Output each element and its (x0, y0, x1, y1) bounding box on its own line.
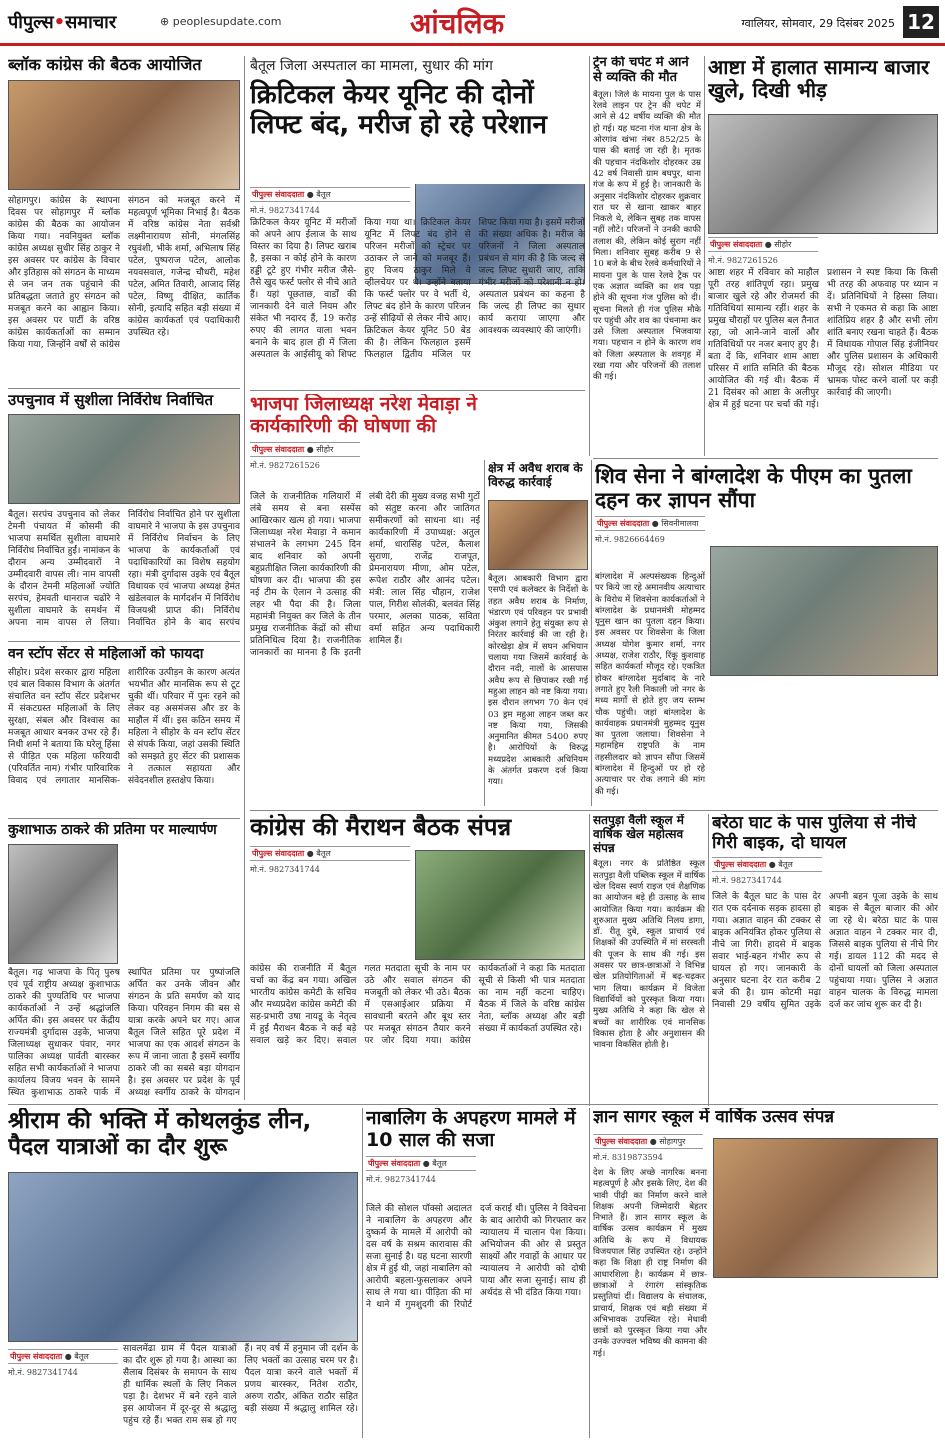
byline: पीपुल्स संवाददाता ● बैतूल (250, 846, 410, 861)
divider (250, 390, 585, 391)
issue-date: ग्वालियर, सोमवार, 29 दिसंबर 2025 (741, 17, 895, 30)
photo (713, 1138, 938, 1278)
byline-prefix: पीपुल्स संवाददाता (252, 190, 305, 199)
headline: ब्लॉक कांग्रेस की बैठक आयोजित (8, 56, 202, 74)
body: सीहोर। प्रदेश सरकार द्वारा महिला एवं बाल विकास विभाग के अंतर्गत संचालित वन स्टॉप सेंटर प्रदेशभर में संकटग्रस्त महिलाओं के लिए सुरक्षा, संबल और विश्वास का मजबूत आधार बनकर उभर रहे हैं। निधी शर्मा ने बताया कि घरेलू हिंसा से पीड़ित एक महिला फरियादी (परिवर्तित नाम) गंभीर पारिवारिक विवाद एवं लगातार मानसिक-शारीरिक उत्पीड़न के कारण अत्यंत भयभीत और मानसिक रूप से टूट चुकी थीं। परिवार में पुनः रहने को लेकर वह असमंजस और डर के माहौल में थीं। इस कठिन समय में महिला ने सीहोर के वन स्टॉप सेंटर से संपर्क किया, जहां उसकी स्थिति को समझते हुए सेंटर की प्रशासक ने तत्काल सहायता और संवेदनशील हस्तक्षेप किया। (8, 668, 240, 786)
column-rule (591, 460, 592, 806)
byline-place: सीहोर (774, 240, 792, 249)
byline: पीपुल्स संवाददाता ● बैतूल (250, 187, 410, 202)
body: बांग्लादेश में अल्पसंख्यक हिन्दुओं पर किये जा रहे अमानवीय अत्याचार के विरोध में शिवसेना कार्यकर्ताओं ने बांग्लादेश के प्रधानमंत्री मोहम्मद यूनुस खान का पुतला दहन किया। इस अवसर पर शिवसेना के जिला अध्यक्ष योगेश कुमार शर्मा, नगर अध्यक्ष, राजेश राठौर, रिंकू कुशवाह सहित कार्यकर्ता मौजूद रहे। एकत्रित होकर बांग्लादेश मुर्दाबाद के नारे लगाते हुए रैली निकाली जो नगर के मध्य मार्गों से होते हुए जय स्तम्भ चौक पहुंची। जहां बांग्लादेश के कार्यवाहक प्रधानमंत्री मुहम्मद यूनुस का पुतला जलाया। शिवसेना ने महामहिम राष्ट्रपति के नाम तहसीलदार को ज्ञापन सौंपा जिसमें बांग्लादेश में हिन्दुओं पर हो रहे अत्याचार पर रोक लगाने की मांग की गई। (595, 572, 705, 797)
column-rule (708, 814, 709, 1106)
phone: मो.नं. 9827261526 (708, 256, 778, 265)
body: कांग्रेस की राजनीति में बैतूल चर्चा का केंद्र बन गया। अखिल भारतीय कांग्रेस कमेटी के सचिव और मध्यप्रदेश कांग्रेस कमेटी की सह-प्रभारी उषा नायडू के नेतृत्व में हुई मैराथन बैठक ने कई बड़े सवाल खड़े कर दिए। सवाल गलत मतदाता सूची के नाम पर उठे और सवाल संगठन की मजबूती को लेकर भी उठे। बैठक में एसआईआर प्रक्रिया में सावधानी बरतने और बूथ स्तर पर मजबूत संगठन तैयार करने पर जोर दिया गया। कांग्रेस कार्यकर्ताओं ने कहा कि मतदाता सूची से किसी भी पात्र मतदाता का नाम नहीं कटना चाहिए। बैठक में जिले के वरिष्ठ कांग्रेस नेता, ब्लॉक अध्यक्ष और बड़ी संख्या में कार्यकर्ता उपस्थित रहे। (250, 964, 585, 1046)
body: बैतूल। सरपंच उपचुनाव को लेकर टेमनी पंचायत में कोसमी की भाजपा समर्थित सुशीला वाघमारे निर्विरोध निर्वाचित हुईं। नामांकन के दौरान अन्य उम्मीदवारों ने उम्मीदवारी वापस ली। नाम वापसी के दौरान टेमनी महिलाओं ज्योति सरपंच, हेमवती धानराज चढोरे ने सुशीला वाघमारे के समर्थन में अपना नाम वापस ले लिया। निर्विरोध निर्वाचित होने पर सुशीला वाघमारे ने भाजपा के इस उपचुनाव में निर्विरोध निर्वाचन के लिए भाजपा के कार्यकर्ताओं एवं पदाधिकारियों का विशेष सहयोग रहा। मंत्री दुर्गादास उइके एवं बैतूल विधायक एवं भाजपा अध्यक्ष हेमंत खंडेलवाल के मार्गदर्शन में निर्विरोध विजयश्री प्राप्त की। निर्विरोध निर्वाचित होने के बाद सरपंच (8, 510, 240, 628)
body: बैतूल। नगर के प्रतिष्ठित स्कूल सतपुड़ा वैली पब्लिक स्कूल में वार्षिक खेल दिवस स्वर्ण राइज एवं शैक्षणिक का आयोजन बड़े ही उत्साह के साथ आयोजित किया गया। कार्यक्रम की शुरुआत मुख्य अतिथि निलय डागा, डॉ. रीतू दुबे, स्कूल प्राचार्य एवं शिक्षकों की उपस्थिति में मां सरस्वती की पूजन के साथ की गई। इस अवसर पर छात्र-छात्राओं ने विभिन्न खेल प्रतियोगिताओं में बढ़-चढ़कर भाग लिया। कार्यक्रम में विजेता विद्यार्थियों को पुरस्कृत किया गया। मुख्य अतिथि ने कहा कि खेल से बच्चों का शारीरिक एवं मानसिक विकास होता है और अनुशासन की भावना विकसित होती है। (593, 859, 705, 1051)
divider (250, 810, 938, 811)
story-ashta (708, 56, 938, 456)
headline: ज्ञान सागर स्कूल में वार्षिक उत्सव संपन्न (593, 1108, 835, 1127)
phone: मो.नं. 9827341744 (712, 876, 782, 886)
byline-place: सोहागपुर (659, 1136, 686, 1146)
divider (8, 641, 240, 642)
byline-prefix: पीपुल्स संवाददाता (714, 860, 767, 870)
body: जिले के राजनीतिक गलियारों में लंबे समय से बना सस्पेंस आखिरकार खत्म हो गया। भाजपा जिलाध्यक्ष नरेश मेवाड़ा ने कमान संभालने के लगभग 245 दिन बाद शनिवार को अपनी बहुप्रतीक्षित जिला कार्यकारिणी की घोषणा कर दी। भाजपा की इस नई टीम के ऐलान ने उत्साह की लहर भी पैदा की है। जिला महामंत्री नियुक्त कर जिले के तीन प्रमुख राजनीतिक केंद्रों को सीधा प्रतिनिधित्व दिया है। राजनीतिक जानकारों का मानना है कि इतनी लंबी देरी की मुख्य वजह सभी गुटों को संतुष्ट करना और जातिगत समीकरणों को साधना था। नई कार्यकारिणी में उपाध्यक्ष: अतुल शर्मा, धारासिंह पटेल, कैलाश सुराणा, राजेंद्र राजपूत, प्रेमनारायण मीणा, ओम पटेल, रूपेश राठौर और आनंद पटेल। मंत्री: लाल सिंह चौहान, राजेश पाल, गिरीश सोलंकी, बलवंत सिंह परमार, अलका पाठक, सविता वर्मा सहित अन्य पदाधिकारी शामिल हैं। (250, 492, 480, 658)
brand-logo (8, 10, 116, 34)
phone: मो.नं. 9827261526 (250, 460, 320, 470)
headline: क्रिटिकल केयर यूनिट की दोनों लिफ्ट बंद, मरीज हो रहे परेशान (250, 80, 547, 140)
byline-place: सिवनीमालवा (661, 519, 699, 529)
phone: मो.नं. 9826664469 (595, 535, 665, 545)
phone: मो.नं. 9827341744 (8, 1368, 78, 1377)
masthead (0, 0, 945, 46)
byline: पीपुल्स संवाददाता ● सिवनीमालवा (595, 516, 705, 531)
headline: सतपुड़ा वैली स्कूल में वार्षिक खेल महोत्सव संपन्न (593, 814, 684, 855)
byline: पीपुल्स संवाददाता ● सीहोर (708, 237, 818, 252)
headline: कुशाभाऊ ठाकरे की प्रतिमा पर माल्यार्पण (8, 822, 217, 838)
column-rule (589, 814, 590, 1106)
headline: श्रीराम की भक्ति में कोथलकुंड लीन, पैदल यात्राओं का दौर शुरू (8, 1108, 312, 1161)
story-upchunav (8, 392, 240, 637)
byline-place: बैतूल (432, 1158, 447, 1168)
photo (710, 546, 938, 676)
headline: आष्टा में हालात सामान्य बाजार खुले, दिखी भीड़ (708, 56, 930, 102)
body: जिले के बैतूल घाट के पास देर रात एक दर्दनाक सड़क हादसा हो गया। अज्ञात वाहन की टक्कर से बाइक अनियंत्रित होकर पुलिया से नीचे जा गिरी। हादसे में बाइक सवार भाई-बहन गंभीर रूप से घायल हो गए। जानकारी के अनुसार घटना देर रात करीब 2 बजे की है। ग्राम कोटमी मढ़ा निवासी 29 वर्षीय सुमित उइके अपनी बहन पूजा उइके के साथ बाइक से बैतूल बाजार की ओर जा रहे थे। बरेठा घाट के पास अज्ञात वाहन ने टक्कर मार दी, जिससे बाइक पुलिया से नीचे गिर गई। डायल 112 की मदद से दोनों घायलों को जिला अस्पताल पहुंचाया गया। पुलिस ने अज्ञात वाहन चालक के विरुद्ध मामला दर्ज कर जांच शुरू कर दी है। (712, 892, 938, 1010)
byline-prefix: पीपुल्स संवाददाता (368, 1158, 421, 1168)
body: सावलमेंढा ग्राम में पैदल यात्राओं का दौर शुरू हो गया है। आस्था का सैलाब दिसंबर के समापन के साथ ही धार्मिक स्थलों के लिए निकल पड़ा है। देशभर में बने रहने वाले इस आयोजन में दूर-दूर से श्रद्धालु पहुंच रहे हैं। भक्त राम सब हो गए हैं। नए वर्ष में हनुमान जी दर्शन के लिए भक्तों का उत्साह चरम पर है। पैदल यात्रा करने वाले भक्तों में प्रणय बारस्कर, नितेश राठौर, अरुण राठौर, अंकित राठौर सहित बड़ी संख्या में श्रद्धालु शामिल रहे। (123, 1344, 358, 1426)
website-text: peoplesupdate.com (172, 15, 282, 28)
story-gyan-sagar (593, 1108, 938, 1438)
headline: कांग्रेस की मैराथन बैठक संपन्न (250, 814, 512, 841)
brand-separator-dot: • (53, 12, 66, 33)
body: आष्टा शहर में रविवार को माहौल पूरी तरह शांतिपूर्ण रहा। प्रमुख बाजार खुले रहे और रोजमर्रा की गतिविधियां सामान्य रहीं। शहर के प्रमुख चौराहों पर पुलिस बल तैनात रहा, जो आने-जाने वालों और गतिविधियों पर नजर बनाए हुए है। बता दें कि, शनिवार शाम आष्टा परिसर में शांति समिति की बैठक आयोजित की गई थी। बैठक में 21 दिसंबर को आष्टा के अलीपुर क्षेत्र में हुई घटना पर चर्चा की गई। प्रशासन ने स्पष्ट किया कि किसी भी तरह की अफवाह पर ध्यान न दें। प्रतिनिधियों ने हिस्सा लिया। सभी ने एकमत से कहा कि आष्टा शांतिप्रिय शहर है और सभी लोग शांति बनाए रखना चाहते हैं। बैठक में विधायक गोपाल सिंह इंजीनियर और पुलिस प्रशासन के अधिकारी मौजूद रहे। सोशल मीडिया पर भ्रामक पोस्ट करने वालों पर कड़ी कार्रवाई की जाएगी। (708, 268, 938, 410)
divider (8, 818, 240, 819)
brand-name-part2: समाचार (65, 12, 117, 33)
hospital-body: क्रिटिकल केयर यूनिट में मरीजों को अपने आप ईलाज के साथ विस्तर का दिया है। लिफ्ट खराब है, इसका न कोई होने के कारण हड्डी टूटे हुए गंभीर मरीज जैसे-तैसे खुद फर्स्ट फ्लोर से नीचे आते हैं। यहां पूछताछ, वार्डों की जानकारी देने वाले नियम और संकेत भी नदारद हैं, 19 करोड़ रुपए की लागत वाला भवन बनाने के बाद हाल ही में जिला अस्पताल के आईसीयू को शिफ्ट किया गया था। क्रिटिकल केयर यूनिट में लिफ्ट बंद होने से परिजन मरीजों को स्ट्रेचर पर उठाकर ले जाने को मजबूर हैं। हुए विजय ठाकुर मिले वे व्हीलचेयर पर थे। उन्होंने बताया कि फर्स्ट फ्लोर पर वे भर्ती थे, लिफ्ट बंद होने के कारण परिजन उन्हें सीढ़ियों से लेकर नीचे आए। क्रिटिकल केयर यूनिट 50 बेड की है। लेकिन फिलहाल इसमें फिलहाल द्वितीय मंजिल पर शिफ्ट किया गया है। इसमें मरीजों की संख्या अधिक है। मरीज के परिजनों ने जिला अस्पताल प्रबंधन से मांग की है कि जल्द से जल्द लिफ्ट सुधारी जाए, ताकि गंभीर मरीजों को परेशानी न हो। अस्पताल प्रबंधन का कहना है कि जल्द ही लिफ्ट का सुधार कार्य कराया जाएगा और आवश्यक व्यवस्थाएं की जाएंगी। (250, 218, 585, 360)
byline-prefix: पीपुल्स संवाददाता (252, 848, 305, 858)
story-minor-kidnap (366, 1108, 586, 1438)
headline: उपचुनाव में सुशीला निर्विरोध निर्वाचित (8, 392, 214, 409)
phone: मो.नं. 9827341744 (250, 864, 320, 874)
column-rule (589, 1108, 590, 1438)
headline: शिव सेना ने बांग्लादेश के पीएम का पुतला दहन कर ज्ञापन सौंपा (595, 464, 912, 513)
byline-prefix: पीपुल्स संवाददाता (10, 1352, 63, 1361)
headline: बरेठा घाट के पास पुलिया से नीचे गिरी बाइक, दो घायल (712, 814, 917, 853)
headline: ट्रेन की चपेट में आने से व्यक्ति की मौत (593, 56, 689, 85)
story-kushabhau (8, 822, 240, 1100)
byline: पीपुल्स संवाददाता ● सोहागपुर (593, 1134, 703, 1149)
headline: वन स्टॉप सेंटर से महिलाओं को फायदा (8, 646, 204, 662)
column-rule (244, 56, 245, 1100)
byline-place: बैतूल (316, 848, 331, 858)
column-rule (362, 1108, 363, 1438)
story-bareta-ghat (712, 814, 938, 1106)
photo (8, 80, 240, 190)
page-number: 12 (903, 6, 939, 38)
photo (488, 500, 588, 570)
column-rule (704, 56, 705, 456)
story-shriram (8, 1108, 358, 1438)
phone: मो.नं. 9827341744 (366, 1174, 436, 1184)
divider (8, 388, 240, 389)
byline: पीपुल्स संवाददाता ● सीहोर (250, 442, 360, 457)
body: देश के लिए अच्छे नागरिक बनना महत्वपूर्ण है और इसके लिए, देश की भावी पीढ़ी का निर्माण करने वाले शिक्षक अपनी जिम्मेदारी बेहतर निभाते हैं। ज्ञान सागर स्कूल के वार्षिक उत्सव कार्यक्रम में मुख्य अतिथि के रूप में विधायक विजयपाल सिंह उपस्थित रहे। उन्होंने कहा कि शिक्षा ही राष्ट्र निर्माण की आधारशिला है। कार्यक्रम में छात्र-छात्राओं ने रंगारंग सांस्कृतिक प्रस्तुतियां दीं। विद्यालय के संचालक, प्राचार्य, शिक्षक एवं बड़ी संख्या में अभिभावक उपस्थित रहे। मेधावी छात्रों को पुरस्कृत किया गया और उनके उज्ज्वल भविष्य की कामना की गई। (593, 1168, 707, 1359)
byline-prefix: पीपुल्स संवाददाता (597, 519, 650, 529)
headline: भाजपा जिलाध्यक्ष नरेश मेवाड़ा ने कार्यकारिणी की घोषणा की (250, 394, 477, 437)
byline-prefix: पीपुल्स संवाददाता (252, 444, 305, 454)
brand-name-part1: पीपुल्स (8, 12, 54, 33)
kicker: बैतूल जिला अस्पताल का मामला, सुधार की मांग (250, 58, 493, 74)
byline-place: बैतूल (778, 860, 793, 870)
headline: नाबालिग के अपहरण मामले में 10 साल की सजा (366, 1108, 576, 1151)
body: बैतूल। गढ़ भाजपा के पितृ पुरुष एवं पूर्व राष्ट्रीय अध्यक्ष कुशाभाऊ ठाकरे की पुण्यतिथि पर भाजपा कार्यकर्ताओं ने उन्हें श्रद्धांजलि अर्पित की। इस अवसर पर केंद्रीय राज्यमंत्री दुर्गादास उइके, भाजपा जिलाध्यक्ष सुधाकर पंवार, नगर पालिका अध्यक्ष पार्वती बारस्कर सहित सभी कार्यकर्ताओं ने भाजपा कार्यालय विजय भवन के सामने स्थित कुशाभाऊ ठाकरे पार्क में स्थापित प्रतिमा पर पुष्पांजलि अर्पित कर उनके जीवन और संगठन के प्रति समर्पण को याद किया। परिवहन निगम की बस से यात्रा करके अपने घर गए। आज बैतूल जिले सहित पूरे प्रदेश में भाजपा का एक आदर्श संगठन के रूप में जाना जाता है इसमें स्वर्गीय ठाकरे जी का सबसे बड़ा योगदान है। इस अवसर पर प्रदेश के पूर्व अध्यक्ष स्वर्गीय ठाकरे के योगदान (8, 968, 240, 1098)
story-congress-meeting (250, 814, 585, 1106)
headline: क्षेत्र में अवैध शराब के विरुद्ध कार्रवाई (488, 462, 583, 489)
story-illegal-liquor (488, 462, 588, 806)
body: जिले की सोशल पॉक्सो अदालत ने नाबालिग के अपहरण और दुष्कर्म के मामले में आरोपी को दस वर्ष के सश्रम कारावास की सजा सुनाई है। यह घटना सारणी क्षेत्र में हुई थी, जहां नाबालिग को आरोपी बहला-फुसलाकर अपने साथ ले गया था। पीड़िता की मां ने थाने में गुमशुदगी की रिपोर्ट दर्ज कराई थी। पुलिस ने विवेचना के बाद आरोपी को गिरफ्तार कर न्यायालय में चालान पेश किया। अभियोजन की ओर से प्रस्तुत साक्ष्यों और गवाहों के आधार पर न्यायालय ने आरोपी को दोषी पाया और सजा सुनाई। साथ ही अर्थदंड से भी दंडित किया गया। (366, 1204, 586, 1310)
story-train-death (593, 56, 701, 456)
body: बैतूल। आबकारी विभाग द्वारा एसपी एवं कलेक्टर के निर्देशों के तहत अवैध शराब के निर्माण, भंडारण एवं परिवहन पर प्रभावी अंकुश लगाने हेतु संयुक्त रूप से निरंतर कार्रवाई की जा रही है। कोरखेड़ा क्षेत्र में सघन अभियान चलाया गया जिसमें कार्रवाई के दौरान नदी, नालों के आसपास अवैध रूप से छिपाकर रखी गई महुआ लाहन को नष्ट किया गया। इस दौरान लगभग 70 केन एवं 03 ड्रम महुआ लाहन जब्त कर नष्ट किया गया, जिसकी अनुमानित कीमत 5400 रुपए है। आरोपियों के विरुद्ध मध्यप्रदेश आबकारी अधिनियम के अंतर्गत प्रकरण दर्ज किया गया। (488, 574, 588, 788)
story-satpuda-valley (593, 814, 705, 1106)
story-shiv-sena (595, 464, 938, 806)
column-rule (589, 56, 590, 456)
photo (8, 1172, 358, 1342)
phone: मो.नं. 8319873594 (593, 1152, 663, 1162)
divider (593, 458, 938, 459)
byline-prefix: पीपुल्स संवाददाता (595, 1136, 648, 1146)
divider (8, 1104, 938, 1105)
byline-place: सीहोर (316, 444, 334, 454)
website-link[interactable]: ⊕ peoplesupdate.com (160, 15, 282, 28)
byline: पीपुल्स संवाददाता ● बैतूल (366, 1156, 476, 1171)
story-one-stop (8, 646, 240, 814)
byline-place: बैतूल (74, 1352, 89, 1361)
byline: पीपुल्स संवाददाता ● बैतूल (712, 857, 822, 872)
story-block-congress (8, 56, 240, 384)
column-rule (484, 460, 485, 806)
phone: मो.नं. 9827341744 (250, 206, 320, 215)
section-title: आंचलिक (410, 7, 505, 40)
body: सोहागपुर। कांग्रेस के स्थापना दिवस पर सोहागपुर में ब्लॉक कांग्रेस की बैठक का आयोजन किया गया। नवनियुक्त ब्लॉक कांग्रेस अध्यक्ष सुधीर सिंह ठाकुर ने इस अवसर पर कांग्रेस के विचार और इतिहास को संगठन के माध्यम से जन जन तक पहुंचाने की प्रतिबद्धता जताते हुए संगठन को मजबूत करने का आह्वान किया। इस अवसर पर पार्टी के वरिष्ठ कांग्रेस कार्यकर्ताओं का सम्मान किया गया, जिन्होंने वर्षों से कांग्रेस संगठन को मजबूत करने में महत्वपूर्ण भूमिका निभाई है। बैठक में वरिष्ठ कांग्रेस नेता सर्वश्री लक्ष्मीनारायण सोनी, मंगलसिंह रघुवंशी, भीके शर्मा, अभिलाष सिंह पटेल, पुष्पराज पटेल, आलोक नयवसवाल, गजेन्द्र चौधरी, महेश पटेल, अमित तिवारी, आजाद सिंह पटेल, विष्णु दीक्षित, कार्तिक सोनी, इत्यादि सहित बड़ी संख्या में कांग्रेस कार्यकर्ता एवं पदाधिकारी उपस्थित रहे। (8, 196, 240, 350)
photo (415, 850, 585, 960)
byline-prefix: पीपुल्स संवाददाता (710, 240, 763, 249)
byline: पीपुल्स संवाददाता ● बैतूल (8, 1349, 118, 1364)
photo (8, 414, 240, 504)
byline-place: बैतूल (316, 190, 331, 199)
body: बैतूल। जिले के मायना पुल के पास रेलवे लाइन पर ट्रेन की चपेट में आने से 42 वर्षीय व्यक्ति की मौत हो गई। यह घटना गंज थाना क्षेत्र के ओरगांव खंभा नंबर 852/25 के पास की बताई जा रही है। मृतक की पहचान नंदकिशोर दोहरकर उम्र 42 वर्ष निवासी ग्राम बघपुर, थाना गंज के रूप में हुई है। जानकारी के अनुसार नंदकिशोर दोहरकर शुक्रवार रात घर से खाना खाकर बाहर निकले थे, लेकिन सुबह तक वापस नहीं लौटे। परिजनों ने उनकी काफी तलाश की, लेकिन कोई सुराग नहीं मिला। शनिवार सुबह करीब 9 से 10 बजे के बीच रेलवे कर्मचारियों ने मायना पुल के पास रेलवे ट्रैक पर एक अज्ञात व्यक्ति का शव पड़ा होने की सूचना गंज पुलिस को दी। सूचना मिलते ही गंज पुलिस मौके पर पहुंची और शव का पंचनामा कर उसे जिला अस्पताल भिजवाया गया। पहचान न होने के कारण शव को जिला अस्पताल के शवगृह में रखा गया और परिजनों की तलाश की गई। (593, 89, 701, 383)
photo (708, 114, 938, 234)
story-bjp-sehore (250, 394, 480, 806)
